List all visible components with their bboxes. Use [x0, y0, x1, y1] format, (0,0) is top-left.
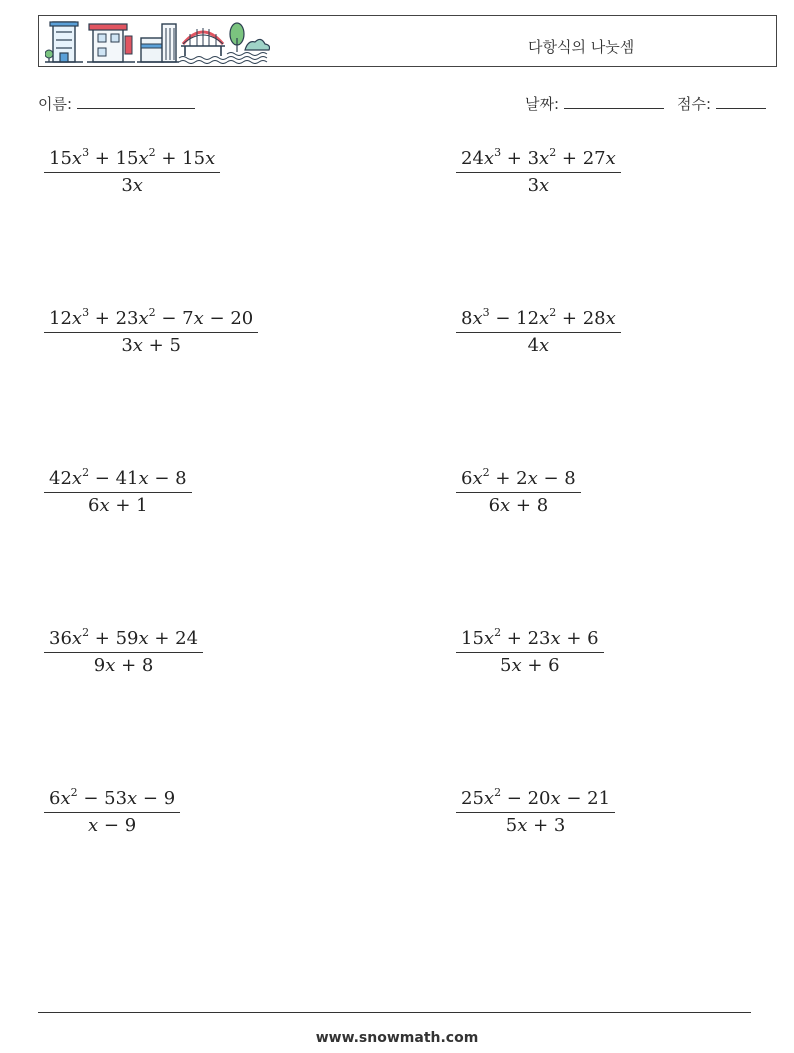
denominator: 5x + 3	[505, 815, 566, 836]
numerator: $36x^2 + 59x + 24$	[44, 628, 203, 653]
worksheet-header	[38, 15, 777, 67]
numerator: $8x^3 - 12x^2 + 28x$	[456, 308, 621, 333]
fraction	[44, 308, 258, 356]
numerator: $12x^3 + 23x^2 - 7x - 20$	[44, 308, 258, 333]
fraction	[44, 788, 180, 836]
fraction	[456, 788, 615, 836]
denominator: 5x + 6	[500, 655, 560, 676]
name-blank[interactable]	[77, 94, 195, 109]
score-blank[interactable]	[716, 94, 766, 109]
denominator: 3x	[121, 175, 143, 196]
fraction	[456, 468, 581, 516]
problem-1	[44, 148, 220, 196]
denominator: x − 9	[88, 815, 137, 836]
footer-website[interactable]: www.snowmath.com	[315, 1030, 479, 1046]
fraction	[456, 628, 604, 676]
problem-7	[44, 628, 203, 676]
problem-9	[44, 788, 180, 836]
fraction	[44, 468, 192, 516]
numerator: $6x^2 - 53x - 9$	[44, 788, 180, 813]
fraction	[44, 628, 203, 676]
footer-divider	[38, 1012, 751, 1013]
worksheet-title: 다항식의 나눗셈	[528, 38, 635, 56]
header-illustration	[45, 18, 270, 68]
name-label: 이름:	[38, 95, 73, 113]
date-blank[interactable]	[564, 94, 664, 109]
shop-building-icon	[87, 24, 135, 62]
numerator: $15x^3 + 15x^2 + 15x$	[44, 148, 220, 173]
problem-10	[456, 788, 615, 836]
name-field	[38, 93, 195, 114]
numerator: $42x^2 - 41x - 8$	[44, 468, 192, 493]
denominator: 6x + 8	[488, 495, 549, 516]
trees-icon	[227, 23, 270, 64]
denominator: 3x + 5	[121, 335, 181, 356]
office-building-icon	[45, 22, 83, 62]
numerator: $24x^3 + 3x^2 + 27x$	[456, 148, 621, 173]
date-field	[525, 93, 664, 114]
denominator: 4x	[527, 335, 550, 356]
problem-5	[44, 468, 192, 516]
denominator: 3x	[527, 175, 550, 196]
bridge-icon	[179, 28, 227, 64]
fraction	[44, 148, 220, 196]
problem-2	[456, 148, 621, 196]
numerator: $15x^2 + 23x + 6$	[456, 628, 604, 653]
fraction	[456, 148, 621, 196]
problem-3	[44, 308, 258, 356]
problem-6	[456, 468, 581, 516]
problem-8	[456, 628, 604, 676]
problem-4	[456, 308, 621, 356]
denominator: 6x + 1	[88, 495, 148, 516]
city-building-icon	[137, 24, 179, 62]
numerator: $25x^2 - 20x - 21$	[456, 788, 615, 813]
denominator: 9x + 8	[93, 655, 154, 676]
score-field	[677, 93, 766, 114]
fraction	[456, 308, 621, 356]
date-label: 날짜:	[525, 95, 560, 113]
numerator: $6x^2 + 2x - 8$	[456, 468, 581, 493]
score-label: 점수:	[677, 95, 712, 113]
